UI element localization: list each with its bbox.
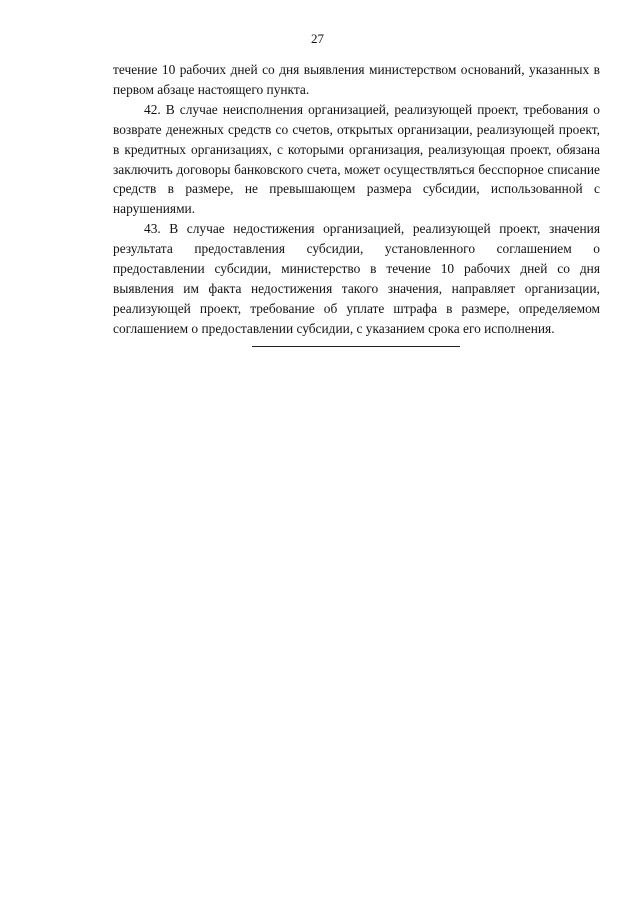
page-number: 27 [311,31,324,46]
paragraph-item-42: 42. В случае неисполнения организацией, реализующей проект, требования о возврате денежных средств со счетов, открытых организации, реализующей проект, в кредитных организациях, с которыми организация, реализующая проект, обязана заключить договоры банковского счета, может осуществляться бесспорное списание средств в размере, не превышающем размера субсидии, использованной с нарушениями. [113,101,600,217]
end-of-text-divider [252,346,460,347]
paragraph-item-43: 43. В случае недостижения организацией, реализующей проект, значения результата предоставления субсидии, установленного соглашением о предоставлении субсидии, министерство в течение 10 рабочих дней со дня выявления им факта недостижения такого значения, направляет организации, реализующей проект, требование об уплате штрафа в размере, определяемом соглашением о предоставлении субсидии, с указанием срока его исполнения. [113,221,600,336]
paragraph-continuation: течение 10 рабочих дней со дня выявления министерством оснований, указанных в первом абзаце настоящего пункта. [113,62,600,97]
document-body [113,60,600,339]
